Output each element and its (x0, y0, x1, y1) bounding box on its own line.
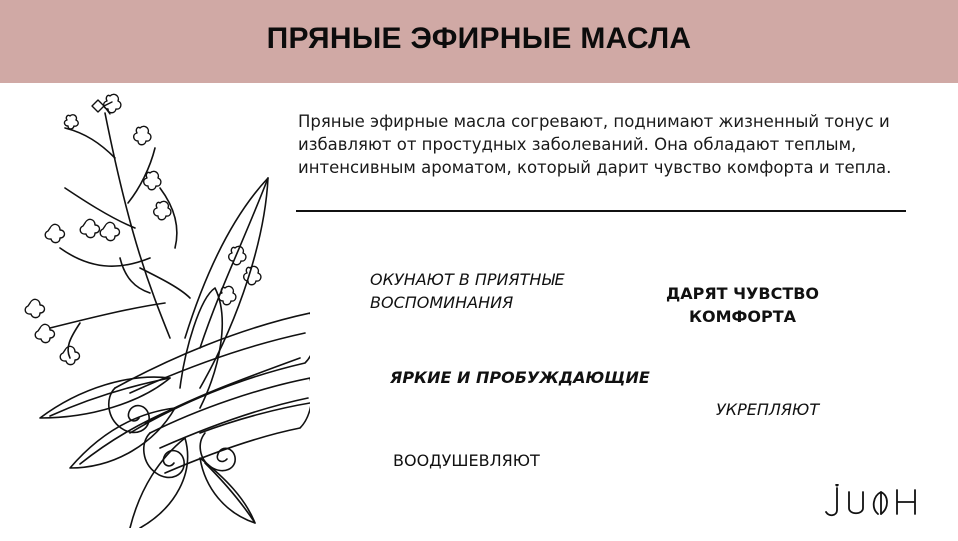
divider-line (296, 210, 906, 212)
phrase-inspire: ВООДУШЕВЛЯЮТ (393, 451, 540, 470)
brand-logo-mark (823, 484, 923, 520)
phrase-memories (370, 268, 565, 314)
phrase-strengthen: УКРЕПЛЯЮТ (716, 400, 820, 419)
phrase-comfort: ДАРЯТ ЧУВСТВО КОМФОРТА (665, 284, 820, 326)
phrase-memories-line-1: ОКУНАЮТ В ПРИЯТНЫЕ (370, 270, 565, 289)
header-bar (0, 0, 958, 83)
page-title: ПРЯНЫЕ ЭФИРНЫЕ МАСЛА (266, 22, 692, 55)
cinnamon-and-flowers-illustration (10, 88, 310, 528)
phrase-bright: ЯРКИЕ И ПРОБУЖДАЮЩИЕ (390, 368, 650, 387)
phrase-memories-line-2: ВОСПОМИНАНИЯ (370, 293, 514, 312)
intro-paragraph: Пряные эфирные масла согревают, поднимают жизненный тонус и избавляют от простудных заболеваний. Она обладают теплым, интенсивным ароматом, который дарит чувство комфорта и тепла. (298, 112, 892, 177)
